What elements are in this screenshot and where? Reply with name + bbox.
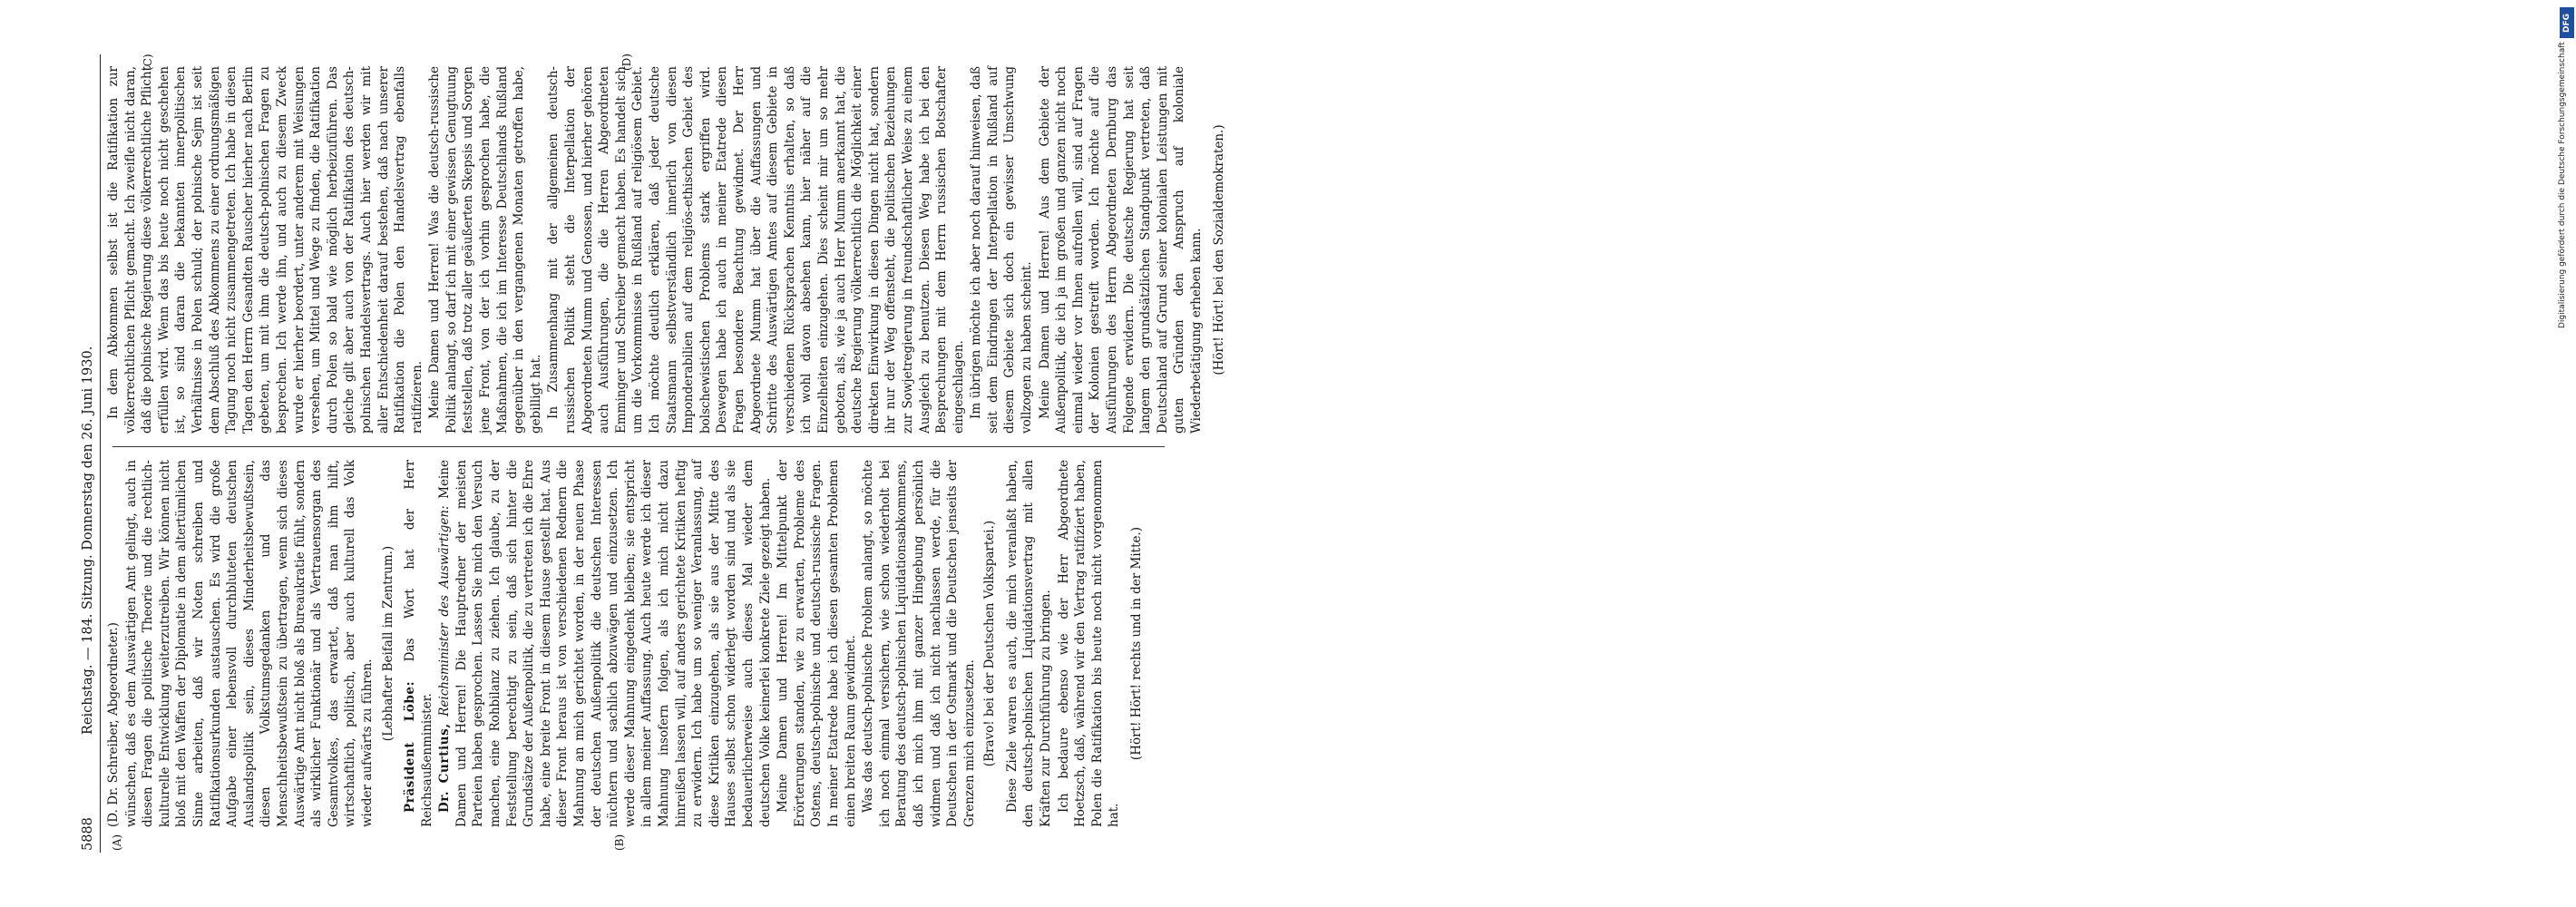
speech-text: Meine Damen und Herren! Die Hauptredner der meisten Parteien haben gesprochen. Lassen Sie mich den Versuch machen, eine Rohbilanz zu ziehen. Ich glaube, zu der Feststellung berechtigt zu sein, daß sich hinter die Grundsätze der Außenpolitik, die zu vertreten ich die Ehre habe, eine breite Front in diesem Hause gestellt hat. Aus dieser Front heraus ist von verschiedenen Rednern die Mahnung an mich gerichtet worden, in der neuen Phase der deutschen Außenpolitik die deutschen Interessen nüchtern und sachlich abzuwägen und einzusetzen. Ich werde dieser Mahnung eingedenk bleiben; sie entspricht in allem meiner Auffassung. Auch heute werde ich dieser Mahnung insofern folgen, als ich mich nicht dazu hinreißen lassen will, auf anders gerichtete Kritiken heftig zu erwidern. Ich habe um so weniger Veranlassung, auf diese Kritiken einzugehen, als sie aus der Mitte des Hauses selbst schon widerlegt worden sind und als sie bedauerlicherweise auch dieses Mal wieder dem deutschen Volke keinerlei konkrete Ziele gezeigt haben. [437, 460, 773, 827]
paragraph: In Zusammenhang mit der allgemeinen deutsch-russischen Politik steht die Interpellation der Abgeordneten Mumm und Genossen, und hierher gehören auch Ausführungen, die die Herren Abgeordneten Emminger und Schreiber gemacht haben. Es handelt sich um die Vorkommnisse in Rußland auf religiösem Gebiet. Ich möchte deutlich erklären, daß jeder deutsche Staatsmann selbstverständlich innerlich von diesen Imponderabilien auf dem religiös-ethischen Gebiet des bolschewistischen Problems stark ergriffen wird. Deswegen habe ich auch in meiner Etatrede diesen Fragen besondere Beachtung gewidmet. Der Herr Abgeordnete Mumm hat über die Auffassungen und Schritte des Auswärtigen Amtes auf diesem Gebiete in verschiedenen Rücksprachen Kenntnis erhalten, so daß ich wohl davon absehen kann, hier näher auf die Einzelheiten einzugehen. Dies scheint mir um so mehr geboten, als, wie ja auch Herr Mumm anerkannt hat, die deutsche Regierung völkerrechtlich die Möglichkeit einer direkten Einwirkung in diesen Dingen nicht hat, sondern ihr nur der Weg offensteht, die politischen Beziehungen zur Sowjetregierung in freundschaftlicher Weise zu einem Ausgleich zu benutzen. Diesen Weg habe ich bei den Besprechungen mit dem Herrn russischen Botschafter eingeschlagen. [546, 66, 966, 434]
interjection-note: (Hört! Hört! bei den Sozialdemokraten.) [1211, 124, 1226, 375]
paragraph: Im übrigen möchte ich aber noch darauf hinweisen, daß seit dem Eindringen der Interpellation in Rußland auf diesem Gebiete sich doch ein gewisser Umschwung vollzogen zu haben scheint. [969, 66, 1035, 434]
scan-margin-strip [1277, 0, 2571, 907]
margin-mark-a: (A) [111, 834, 123, 851]
margin-mark-b: (B) [613, 834, 626, 851]
paragraph: wünschen, daß es dem Auswärtigen Amt gelingt, auch in diesen Fragen die politische Theorie und die rechtlich-kulturelle Entwicklung weiterzutreiben. Wir können nicht bloß mit den Waffen der Diplomatie in dem altertümlichen Sinne arbeiten, daß wir Noten schreiben und Ratifikationsurkunden austauschen. Es wird die große Aufgabe einer lebensvoll durchbluteten deutschen Auslandspolitik sein, dieses Minderheitsbewußtsein, diesen Volkstumsgedanken und das Menschheitsbewußtsein zu übertragen, wenn sich dieses Auswärtige Amt nicht bloß als Bureaukratie fühlt, sondern als wirklicher Funktionär und als Vertrauensorgan des Gesamtvolkes, das erwartet, daß man ihm hilft, wirtschaftlich, politisch, aber auch kulturell das Volk wieder aufwärts zu führen. [123, 460, 375, 827]
page-number: 5888 [81, 817, 95, 851]
left-column [105, 460, 1185, 827]
president-remark-text: Das Wort hat der Herr Reichsaußenminister. [403, 459, 434, 827]
dfg-logo: DFG [2560, 7, 2574, 38]
paragraph: Diese Ziele waren es auch, die mich veranlaßt haben, den deutsch-polnischen Liquidationsvertrag mit allen Kräften zur Durchführung zu bringen. [1004, 460, 1054, 827]
paragraph: Was das deutsch-polnische Problem anlangt, so möchte ich noch einmal versichern, wie schon wiederholt bei Beratung des deutsch-polnischen Liquidationsabkommens, daß ich mich ihm mit ganzer Hingebung persönlich widmen und daß ich nicht nachlassen werde, für die Deutschen in der Ostmark und die Deutschen jenseits der Grenzen mich einzusetzen. [861, 460, 977, 827]
speaker-continuation: (D. Dr. Schreiber, Abgeordneter.) [106, 622, 121, 827]
paragraph: In dem Abkommen selbst ist die Ratifikation zur völkerrechtlichen Pflicht gemacht. Ich zweifle nicht daran, daß die polnische Regierung diese völkerrechtliche Pflicht erfüllen wird. Wenn das bis heute noch nicht geschehen ist, so sind daran die bekannten innerpolitischen Verhältnisse in Polen schuld; der polnische Sejm ist seit dem Abschluß des Abkommens zu einer ordnungsmäßigen Tagung noch nicht zusammengetreten. Ich habe in diesen Tagen den Herrn Gesandten Rauscher hierher nach Berlin gebeten, um mit ihm die deutsch-polnischen Fragen zu besprechen. Ich werde ihn, und auch zu diesem Zweck wurde er hierher beordert, unter anderem mit Weisungen versehen, um Mittel und Wege zu finden, die Ratifikation durch Polen so bald wie möglich herbeizuführen. Das gleiche gilt aber auch von der Ratifikation des deutsch-polnischen Handelsvertrags. Auch hier werden wir mit aller Entschiedenheit darauf bestehen, daß nach unserer Ratifikation die Polen den Handelsvertrag ebenfalls ratifizieren. [106, 66, 424, 434]
speaker-role: Reichsminister des Auswärtigen: [437, 505, 453, 717]
paragraph: Meine Damen und Herren! Was die deutsch-russische Politik anlangt, so darf ich mit einer gewissen Genugtuung feststellen, daß trotz aller geäußerten Skepsis und Sorgen jene Front, von der ich vorhin gesprochen habe, die Maßnahmen, die ich im Interesse Deutschlands Rußland gegenüber in den vergangenen Monaten getroffen habe, gebilligt hat. [427, 66, 543, 434]
margin-mark-d: (D) [620, 54, 633, 71]
paragraph: Ich bedaure ebenso wie der Herr Abgeordnete Hoetzsch, daß, während wir den Vertrag ratifiziert haben, Polen die Ratifikation bis heute noch nicht vorgenommen hat. [1056, 460, 1122, 827]
paragraph: Meine Damen und Herren! Aus dem Gebiete der Außenpolitik, die ich ja im großen und ganzen nicht noch einmal wieder vor Ihnen aufrollen will, sind auf Fragen der Kolonien gestreift worden. Ich möchte auf die Ausführungen des Herrn Abgeordneten Dernburg das Folgende erwidern. Die deutsche Regierung hat seit langem den grundsätzlichen Standpunkt vertreten, daß Deutschland auf Grund seiner kolonialen Leistungen mit guten Gründen den Anspruch auf koloniale Wiederbetätigung erheben kann. [1037, 66, 1204, 434]
president-name: Präsident Löbe: [403, 680, 418, 813]
paragraph: Meine Damen und Herren! Im Mittelpunkt der Erörterungen standen, wie zu erwarten, Probleme des Ostens, deutsch-polnische und deutsch-russische Fragen. In meiner Etatrede habe ich diesen gesamten Problemen einen breiten Raum gewidmet. [776, 460, 858, 827]
margin-mark-c: (C) [141, 54, 154, 71]
column-divider [112, 446, 1165, 447]
speaker-name: Dr. Curtius, [437, 723, 453, 813]
session-heading: Reichstag. — 184. Sitzung. Donnerstag den 26. Juni 1930. [81, 346, 95, 735]
page-header [76, 54, 101, 853]
interjection-note: (Hört! Hört! rechts und in der Mitte.) [1129, 526, 1145, 761]
applause-note: (Bravo! bei der Deutschen Volkspartei.) [982, 520, 998, 767]
president-remark [402, 460, 435, 827]
scanned-page [76, 54, 1226, 853]
right-column [105, 66, 1226, 434]
applause-note: (Lebhafter Beifall im Zentrum.) [380, 545, 395, 742]
speech-opening [436, 460, 774, 827]
digitization-note: Digitalisierung gefördert durch die Deutsche Forschungsgemeinschaft [2558, 42, 2567, 328]
